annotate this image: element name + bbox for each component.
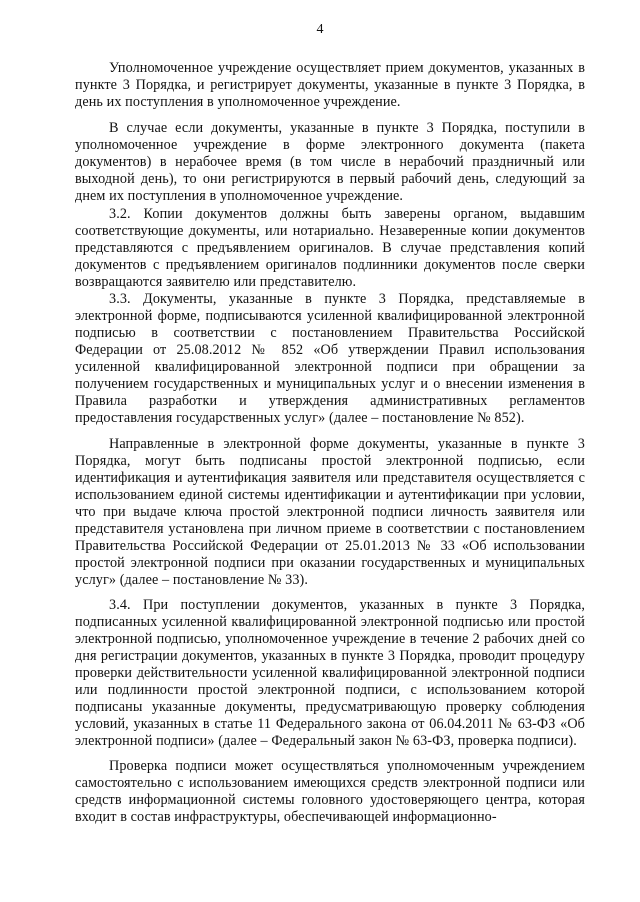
- paragraph-3-4-signature-check: 3.4. При поступлении документов, указанных в пункте 3 Порядка, подписанных усиленной квалифицированной электронной подписью или простой электронной подписью, уполномоченное учреждение в течение 2 рабочих дней со дня регистрации документов, указанных в пункте 3 Порядка, проводит процедуру проверки действительности усиленной квалифицированной электронной подписи или подлинности простой электронной подписи, с использованием которой подписаны указанные документы, предусматривающую проверку соблюдения условий, указанных в статье 11 Федерального закона от 06.04.2011 № 63-ФЗ «Об электронной подписи» (далее – Федеральный закон № 63-ФЗ, проверка подписи).: [75, 597, 585, 749]
- paragraph-3-2-copies: 3.2. Копии документов должны быть заверены органом, выдавшим соответствующие документы, или нотариально. Незаверенные копии документов представляются с предъявлением оригиналов. В случае представления копий документов с предъявлением оригиналов подлинники документов после сверки возвращаются заявителю или представителю.: [75, 206, 585, 290]
- paragraph-3-3-qualified-signature: 3.3. Документы, указанные в пункте 3 Порядка, представляемые в электронной форме, подписываются усиленной квалифицированной электронной подписью в соответствии с постановлением Правительства Российской Федерации от 25.08.2012 № 852 «Об утверждении Правил использования усиленной квалифицированной электронной подписи при обращении за получением государственных и муниципальных услуг и о внесении изменения в Правила разработки и утверждения административных регламентов предоставления государственных услуг» (далее – постановление № 852).: [75, 291, 585, 426]
- page-number: 4: [316, 22, 324, 37]
- paragraph-simple-signature: Направленные в электронной форме документы, указанные в пункте 3 Порядка, могут быть подписаны простой электронной подписью, если идентификация и аутентификация заявителя или представителя осуществляется с использованием единой системы идентификации и аутентификации при условии, что при выдаче ключа простой электронной подписи личность заявителя или представителя установлена при личном приеме в соответствии с постановлением Правительства Российской Федерации от 25.01.2013 № 33 «Об использовании простой электронной подписи при оказании государственных и муниципальных услуг» (далее – постановление № 33).: [75, 436, 585, 588]
- paragraph-registration: Уполномоченное учреждение осуществляет прием документов, указанных в пункте 3 Порядка, и регистрирует документы, указанные в пункте 3 Порядка, в день их поступления в уполномоченное учреждение.: [75, 60, 585, 110]
- paragraph-nonworking-time: В случае если документы, указанные в пункте 3 Порядка, поступили в уполномоченное учреждение в форме электронного документа (пакета документов) в нерабочее время (в том числе в нерабочий праздничный или выходной день), то они регистрируются в первый рабочий день, следующий за днем их поступления в уполномоченное учреждение.: [75, 120, 585, 204]
- paragraph-signature-verification: Проверка подписи может осуществляться уполномоченным учреждением самостоятельно с использованием имеющихся средств электронной подписи или средств информационной системы головного удостоверяющего центра, которая входит в состав инфраструктуры, обеспечивающей информационно-: [75, 758, 585, 825]
- document-body: [75, 60, 585, 826]
